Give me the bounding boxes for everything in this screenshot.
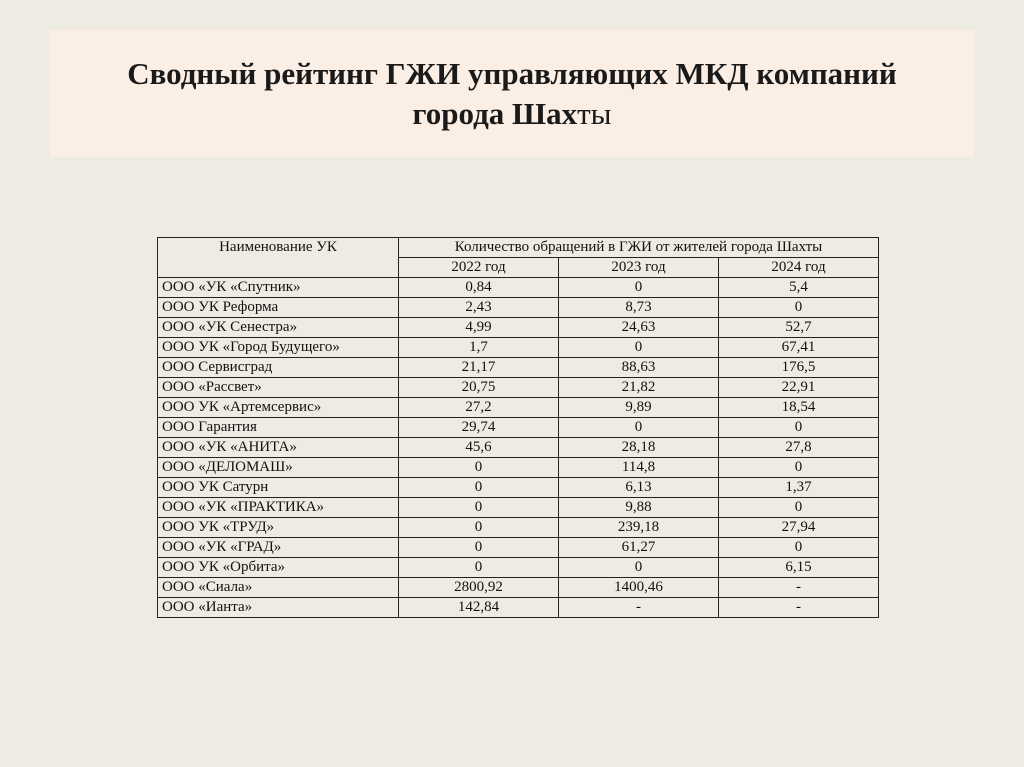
value-cell-2023: 9,89 bbox=[559, 398, 719, 418]
value-cell-2023: 0 bbox=[559, 278, 719, 298]
table-row bbox=[158, 478, 879, 498]
value-cell-2022: 20,75 bbox=[399, 378, 559, 398]
table-row bbox=[158, 498, 879, 518]
value-cell-2022: 0 bbox=[399, 518, 559, 538]
value-cell-2022: 0 bbox=[399, 538, 559, 558]
value-cell-2022: 0 bbox=[399, 498, 559, 518]
value-cell-2024: 27,94 bbox=[719, 518, 879, 538]
company-name-cell: ООО «УК «АНИТА» bbox=[158, 438, 399, 458]
value-cell-2024: 67,41 bbox=[719, 338, 879, 358]
table-row bbox=[158, 458, 879, 478]
value-cell-2024: 18,54 bbox=[719, 398, 879, 418]
value-cell-2022: 27,2 bbox=[399, 398, 559, 418]
company-name-cell: ООО «ДЕЛОМАШ» bbox=[158, 458, 399, 478]
value-cell-2022: 2,43 bbox=[399, 298, 559, 318]
value-cell-2022: 21,17 bbox=[399, 358, 559, 378]
value-cell-2024: 0 bbox=[719, 298, 879, 318]
table-row bbox=[158, 358, 879, 378]
company-name-cell: ООО УК «Город Будущего» bbox=[158, 338, 399, 358]
value-cell-2023: 28,18 bbox=[559, 438, 719, 458]
title-line-2-normal: ты bbox=[577, 95, 612, 131]
company-name-cell: ООО УК Реформа bbox=[158, 298, 399, 318]
value-cell-2024: 0 bbox=[719, 458, 879, 478]
table-row bbox=[158, 338, 879, 358]
value-cell-2023: 6,13 bbox=[559, 478, 719, 498]
header-row bbox=[158, 238, 879, 258]
table-row bbox=[158, 518, 879, 538]
value-cell-2024: 6,15 bbox=[719, 558, 879, 578]
company-name-cell: ООО «Сиала» bbox=[158, 578, 399, 598]
company-name-cell: ООО УК «ТРУД» bbox=[158, 518, 399, 538]
value-cell-2023: 8,73 bbox=[559, 298, 719, 318]
value-cell-2023: 0 bbox=[559, 558, 719, 578]
company-name-cell: ООО УК «Орбита» bbox=[158, 558, 399, 578]
table-row bbox=[158, 398, 879, 418]
value-cell-2022: 2800,92 bbox=[399, 578, 559, 598]
table-row bbox=[158, 538, 879, 558]
value-cell-2022: 0,84 bbox=[399, 278, 559, 298]
value-cell-2022: 142,84 bbox=[399, 598, 559, 618]
value-cell-2022: 29,74 bbox=[399, 418, 559, 438]
company-name-cell: ООО «УК «Спутник» bbox=[158, 278, 399, 298]
value-cell-2024: 0 bbox=[719, 538, 879, 558]
value-cell-2024: 52,7 bbox=[719, 318, 879, 338]
title-line-1: Сводный рейтинг ГЖИ управляющих МКД компаний bbox=[127, 55, 897, 91]
company-name-cell: ООО Сервисград bbox=[158, 358, 399, 378]
company-name-cell: ООО «УК «ГРАД» bbox=[158, 538, 399, 558]
header-year-2024: 2024 год bbox=[719, 258, 879, 278]
table-row bbox=[158, 278, 879, 298]
value-cell-2023: 114,8 bbox=[559, 458, 719, 478]
company-name-cell: ООО Гарантия bbox=[158, 418, 399, 438]
table-row bbox=[158, 438, 879, 458]
value-cell-2023: 24,63 bbox=[559, 318, 719, 338]
company-name-cell: ООО «УК Сенестра» bbox=[158, 318, 399, 338]
value-cell-2022: 45,6 bbox=[399, 438, 559, 458]
value-cell-2023: 239,18 bbox=[559, 518, 719, 538]
company-name-cell: ООО «УК «ПРАКТИКА» bbox=[158, 498, 399, 518]
value-cell-2023: 0 bbox=[559, 338, 719, 358]
slide-title bbox=[127, 54, 897, 134]
value-cell-2023: 9,88 bbox=[559, 498, 719, 518]
value-cell-2023: 88,63 bbox=[559, 358, 719, 378]
value-cell-2024: 27,8 bbox=[719, 438, 879, 458]
value-cell-2024: - bbox=[719, 598, 879, 618]
value-cell-2022: 1,7 bbox=[399, 338, 559, 358]
value-cell-2022: 0 bbox=[399, 458, 559, 478]
value-cell-2023: 61,27 bbox=[559, 538, 719, 558]
company-name-cell: ООО УК Сатурн bbox=[158, 478, 399, 498]
table-row bbox=[158, 558, 879, 578]
table-row bbox=[158, 578, 879, 598]
value-cell-2024: - bbox=[719, 578, 879, 598]
value-cell-2023: 0 bbox=[559, 418, 719, 438]
table-row bbox=[158, 598, 879, 618]
value-cell-2022: 0 bbox=[399, 478, 559, 498]
header-year-2023: 2023 год bbox=[559, 258, 719, 278]
value-cell-2023: 1400,46 bbox=[559, 578, 719, 598]
value-cell-2024: 0 bbox=[719, 418, 879, 438]
title-banner bbox=[50, 30, 974, 157]
table-row bbox=[158, 418, 879, 438]
value-cell-2022: 4,99 bbox=[399, 318, 559, 338]
value-cell-2023: 21,82 bbox=[559, 378, 719, 398]
company-name-cell: ООО «Рассвет» bbox=[158, 378, 399, 398]
value-cell-2024: 1,37 bbox=[719, 478, 879, 498]
header-year-2022: 2022 год bbox=[399, 258, 559, 278]
value-cell-2024: 22,91 bbox=[719, 378, 879, 398]
table-row bbox=[158, 318, 879, 338]
rating-table bbox=[157, 237, 879, 618]
value-cell-2024: 5,4 bbox=[719, 278, 879, 298]
value-cell-2023: - bbox=[559, 598, 719, 618]
value-cell-2024: 0 bbox=[719, 498, 879, 518]
table-row bbox=[158, 378, 879, 398]
value-cell-2024: 176,5 bbox=[719, 358, 879, 378]
header-appeals-count: Количество обращений в ГЖИ от жителей города Шахты bbox=[399, 238, 879, 258]
title-line-2-bold: города Шах bbox=[412, 95, 578, 131]
company-name-cell: ООО «Ианта» bbox=[158, 598, 399, 618]
table-row bbox=[158, 298, 879, 318]
header-company-name: Наименование УК bbox=[158, 238, 399, 278]
value-cell-2022: 0 bbox=[399, 558, 559, 578]
company-name-cell: ООО УК «Артемсервис» bbox=[158, 398, 399, 418]
